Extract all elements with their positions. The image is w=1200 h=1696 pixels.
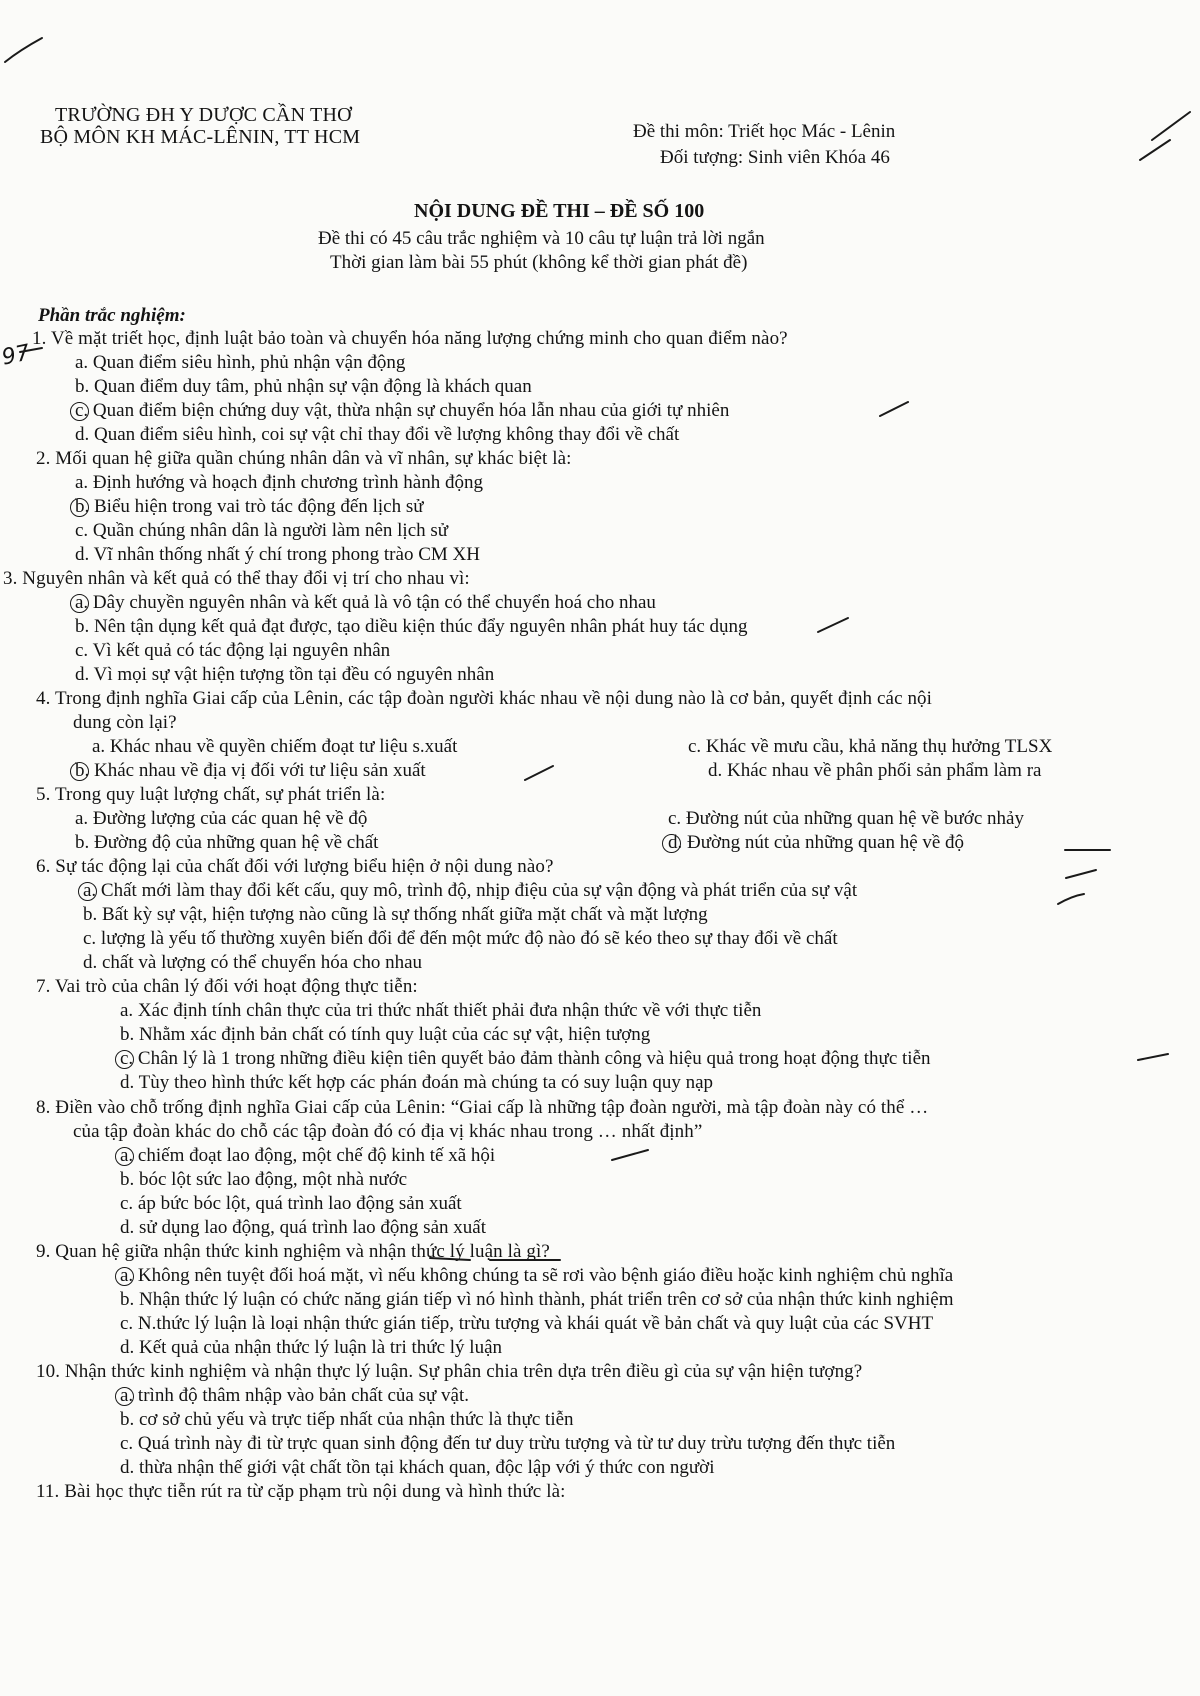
option-6b: b. Bất kỳ sự vật, hiện tượng nào cũng là sự thống nhất giữa mặt chất và mặt lượng xyxy=(83,904,708,925)
option-7a: a. Xác định tính chân thực của tri thức nhất thiết phải đưa nhận thức về với thực tiễn xyxy=(120,1000,762,1021)
option-1d: d. Quan điểm siêu hình, coi sự vật chỉ thay đổi về lượng không thay đổi về chất xyxy=(75,424,680,445)
exam-description: Đề thi có 45 câu trắc nghiệm và 10 câu tự luận trả lời ngắn xyxy=(318,228,765,249)
option-8b: b. bóc lột sức lao động, một nhà nước xyxy=(120,1169,408,1190)
option-1a: a. Quan điểm siêu hình, phủ nhận vận động xyxy=(75,352,406,373)
option-1b: b. Quan điểm duy tâm, phủ nhận sự vận động là khách quan xyxy=(75,376,532,397)
option-3d: d. Vì mọi sự vật hiện tượng tồn tại đều có nguyên nhân xyxy=(75,664,495,685)
option-3b: b. Nên tận dụng kết quả đạt được, tạo diều kiện thúc đẩy nguyên nhân phát huy tác dụng xyxy=(75,616,748,637)
option-7b: b. Nhằm xác định bản chất có tính quy luật của các sự vật, hiện tượng xyxy=(120,1024,651,1045)
option-10b: b. cơ sở chủ yếu và trực tiếp nhất của nhận thức là thực tiễn xyxy=(120,1409,574,1430)
option-7d: d. Tùy theo hình thức kết hợp các phán đoán mà chúng ta có suy luận quy nạp xyxy=(120,1072,714,1093)
question-1: 1. Về mặt triết học, định luật bảo toàn và chuyển hóa năng lượng chứng minh cho quan điểm nào? xyxy=(32,328,788,349)
section-title: Phần trắc nghiệm: xyxy=(38,305,186,326)
option-10d: d. thừa nhận thế giới vật chất tồn tại khách quan, độc lập với ý thức con người xyxy=(120,1457,715,1478)
option-10c: c. Quá trình này đi từ trực quan sinh động đến tư duy trừu tượng và từ tư duy trừu tượng đến thực tiễn xyxy=(120,1433,896,1454)
option-10a: a. trình độ thâm nhập vào bản chất của sự vật. xyxy=(120,1385,470,1406)
question-8: 8. Điền vào chỗ trống định nghĩa Giai cấp của Lênin: “Giai cấp là những tập đoàn người, mà tập đoàn này có thể … xyxy=(36,1097,929,1118)
question-9: 9. Quan hệ giữa nhận thức kinh nghiệm và nhận thức lý luận là gì? xyxy=(36,1241,550,1262)
option-5b: b. Đường độ của những quan hệ về chất xyxy=(75,832,379,853)
underline-9a xyxy=(430,1258,470,1260)
question-7: 7. Vai trò của chân lý đối với hoạt động thực tiễn: xyxy=(36,976,418,997)
question-4-cont: dung còn lại? xyxy=(73,712,177,733)
stroke-margin-a xyxy=(1152,112,1190,140)
option-7c: c. Chân lý là 1 trong những điều kiện tiên quyết bảo đảm thành công và hiệu quả trong hoạt động thực tiễn xyxy=(120,1048,931,1069)
question-11: 11. Bài học thực tiễn rút ra từ cặp phạm trù nội dung và hình thức là: xyxy=(36,1481,566,1502)
exam-title: NỘI DUNG ĐỀ THI – ĐỀ SỐ 100 xyxy=(414,200,705,222)
question-2: 2. Mối quan hệ giữa quần chúng nhân dân và vĩ nhân, sự khác biệt là: xyxy=(36,448,572,469)
stroke-6 xyxy=(1058,894,1084,904)
stroke-5 xyxy=(1066,870,1096,878)
option-6d: d. chất và lượng có thể chuyển hóa cho nhau xyxy=(83,952,423,973)
department-name: BỘ MÔN KH MÁC-LÊNIN, TT HCM xyxy=(40,126,361,148)
option-8c: c. áp bức bóc lột, quá trình lao động sản xuất xyxy=(120,1193,462,1214)
stroke-corner xyxy=(5,38,42,62)
stroke-1 xyxy=(880,402,908,416)
option-1c: c. Quan điểm biện chứng duy vật, thừa nhận sự chuyển hóa lẫn nhau của giới tự nhiên xyxy=(75,400,730,421)
question-4: 4. Trong định nghĩa Giai cấp của Lênin, các tập đoàn người khác nhau về nội dung nào là cơ bản, quyết định các nội xyxy=(36,688,933,709)
option-4a: a. Khác nhau về quyền chiếm đoạt tư liệu s.xuất xyxy=(92,736,458,757)
option-4b: b. Khác nhau về địa vị đối với tư liệu sản xuất xyxy=(75,760,426,781)
option-5a: a. Đường lượng của các quan hệ về độ xyxy=(75,808,368,829)
option-4c: c. Khác về mưu cầu, khả năng thụ hưởng TLSX xyxy=(688,736,1053,757)
option-6c: c. lượng là yếu tố thường xuyên biến đổi để đến một mức độ nào đó sẽ kéo theo sự thay đổi về chất xyxy=(83,928,838,949)
option-2c: c. Quần chúng nhân dân là người làm nên lịch sử xyxy=(75,520,449,541)
stroke-7 xyxy=(1138,1054,1168,1060)
option-6a: a. Chất mới làm thay đổi kết cấu, quy mô, trình độ, nhịp điệu của sự vận động và phát triển của sự vật xyxy=(83,880,858,901)
stroke-3 xyxy=(818,618,848,632)
exam-target: Đối tượng: Sinh viên Khóa 46 xyxy=(660,147,890,168)
stroke-4 xyxy=(525,766,553,780)
option-8d: d. sử dụng lao động, quá trình lao động sản xuất xyxy=(120,1217,486,1238)
option-9b: b. Nhận thức lý luận có chức năng gián tiếp vì nó hình thành, phát triển trên cơ sở của nhận thức kinh nghiệm xyxy=(120,1289,954,1310)
question-6: 6. Sự tác động lại của chất đối với lượng biểu hiện ở nội dung nào? xyxy=(36,856,554,877)
option-2a: a. Định hướng và hoạch định chương trình hành động xyxy=(75,472,483,493)
option-4d: d. Khác nhau về phân phối sản phẩm làm ra xyxy=(708,760,1042,781)
stroke-margin-b xyxy=(1140,140,1170,160)
option-5d: d. Đường nút của những quan hệ về độ xyxy=(668,832,965,853)
question-3: 3. Nguyên nhân và kết quả có thể thay đổi vị trí cho nhau vì: xyxy=(3,568,470,589)
option-9c: c. N.thức lý luận là loại nhận thức gián tiếp, trừu tượng và khái quát về bản chất và quy luật của các SVHT xyxy=(120,1313,934,1334)
option-9a: a. Không nên tuyệt đối hoá mặt, vì nếu không chúng ta sẽ rơi vào bệnh giáo điều hoặc kinh nghiệm chủ nghĩa xyxy=(120,1265,954,1286)
question-10: 10. Nhận thức kinh nghiệm và nhận thực lý luận. Sự phân chia trên dựa trên điều gì của sự vận hiện tượng? xyxy=(36,1361,863,1382)
question-8-cont: của tập đoàn khác do chỗ các tập đoàn đó có địa vị khác nhau trong … nhất định” xyxy=(73,1121,703,1142)
option-9d: d. Kết quả của nhận thức lý luận là tri thức lý luận xyxy=(120,1337,503,1358)
option-8a: a. chiếm đoạt lao động, một chế độ kinh tế xã hội xyxy=(120,1145,496,1166)
school-name: TRƯỜNG ĐH Y DƯỢC CẦN THƠ xyxy=(55,104,352,126)
option-2d: d. Vĩ nhân thống nhất ý chí trong phong trào CM XH xyxy=(75,544,480,565)
question-5: 5. Trong quy luật lượng chất, sự phát triển là: xyxy=(36,784,386,805)
exam-subject: Đề thi môn: Triết học Mác - Lênin xyxy=(633,121,896,142)
option-2b: b. Biểu hiện trong vai trò tác động đến lịch sử xyxy=(75,496,424,517)
option-3a: a. Dây chuyền nguyên nhân và kết quả là vô tận có thể chuyển hoá cho nhau xyxy=(75,592,656,613)
stroke-8 xyxy=(612,1150,648,1160)
option-5c: c. Đường nút của những quan hệ về bước nhảy xyxy=(668,808,1024,829)
option-3c: c. Vì kết quả có tác động lại nguyên nhân xyxy=(75,640,391,661)
exam-time: Thời gian làm bài 55 phút (không kể thời gian phát đề) xyxy=(330,252,748,273)
handwritten-score: 97 xyxy=(0,340,33,371)
stroke-score xyxy=(20,348,42,352)
